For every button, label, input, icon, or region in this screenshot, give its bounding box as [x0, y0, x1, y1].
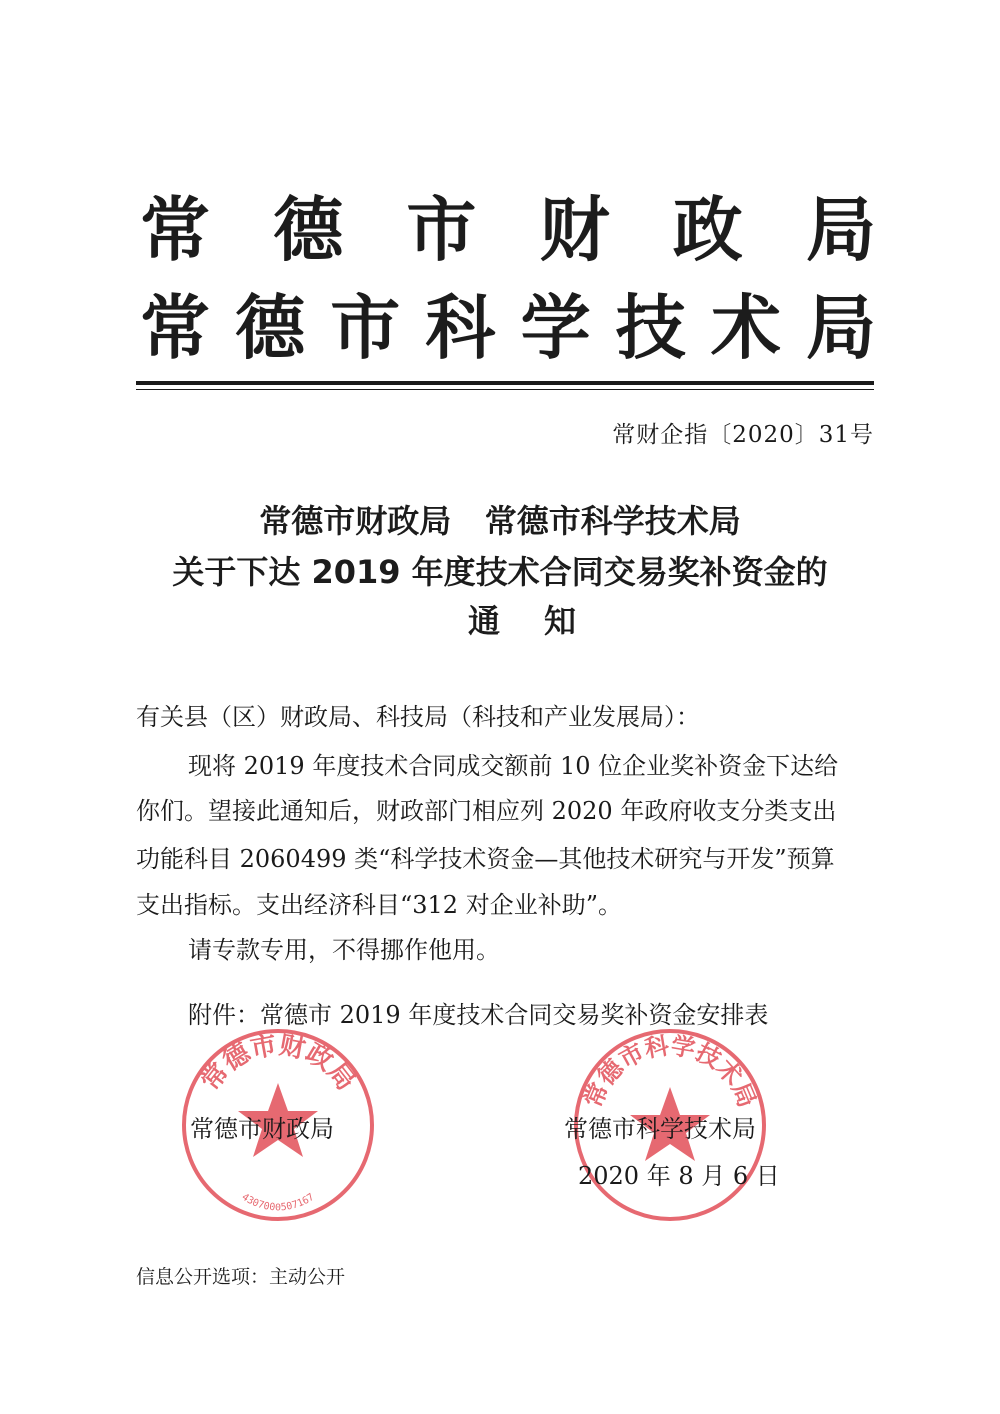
- seal-1-text: 常德市财政局: [195, 1030, 361, 1097]
- paragraph-line: 功能科目 2060499 类“科学技术资金—其他技术研究与开发”预算: [136, 845, 835, 873]
- issue-date: 2020 年 8 月 6 日: [578, 1162, 780, 1190]
- seal-1-code: 4307000507167: [239, 1191, 317, 1214]
- usage-note: 请专款专用，不得挪作他用。: [188, 936, 500, 964]
- header-issuer-finance-text: [140, 188, 880, 268]
- paragraph-line: 现将 2019 年度技术合同成交额前 10 位企业奖补资金下达给: [188, 752, 839, 780]
- paragraph-line: 支出指标。支出经济科目“312 对企业补助”。: [136, 891, 622, 919]
- signature-finance-bureau: 常德市财政局: [190, 1115, 334, 1143]
- document-number: 常财企指〔2020〕31号: [612, 422, 874, 448]
- seal-2-text: 常德市科学技术局: [578, 1031, 762, 1112]
- signature-science-bureau: 常德市科学技术局: [564, 1115, 756, 1143]
- disclosure-option: 信息公开选项：主动公开: [136, 1266, 346, 1288]
- attachment-line: 附件：常德市 2019 年度技术合同交易奖补资金安排表: [188, 1001, 769, 1029]
- header-line-2: 常德市科学技术局: [140, 287, 876, 366]
- header-divider-thick: [136, 381, 874, 385]
- title-line-1: 常德市财政局 常德市科学技术局: [259, 502, 741, 540]
- header-divider-thin: [136, 389, 874, 390]
- salutation: 有关县（区）财政局、科技局（科技和产业发展局）：: [136, 703, 700, 731]
- title-line-2: 关于下达 2019 年度技术合同交易奖补资金的: [172, 553, 828, 591]
- header-line-1: 常 德 市 财 政 局: [140, 189, 876, 268]
- paragraph-line: 你们。望接此通知后，财政部门相应列 2020 年政府收支分类支出: [136, 797, 837, 825]
- header-issuer-science: [140, 286, 880, 382]
- header-issuer-science-text: [140, 286, 880, 366]
- title-line-3: 通知: [467, 602, 620, 640]
- header-issuer-finance: [140, 188, 880, 284]
